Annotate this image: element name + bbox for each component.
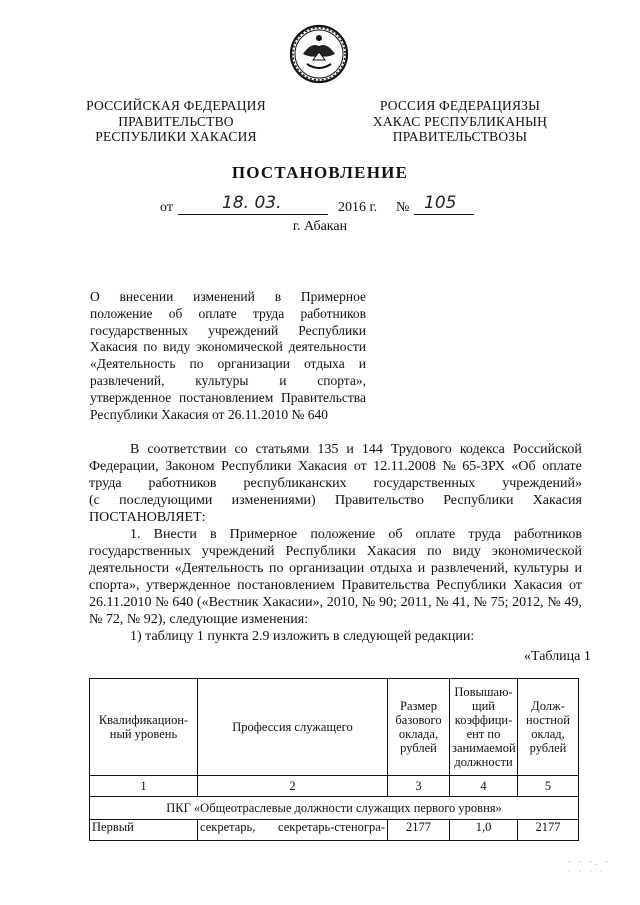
header-left xyxy=(78,98,274,145)
table-cell: Первый xyxy=(90,820,198,841)
subject-line: Республики Хакасия от 26.11.2010 № 640 xyxy=(90,406,328,422)
body-line: Федерации, Законом Республики Хакасия от 12.11.2008 № 65-ЗРХ «Об оплате xyxy=(89,459,582,474)
header-right-line: ПРАВИТЕЛЬСТВОЗЫ xyxy=(392,129,528,144)
body-line: 1) таблицу 1 пункта 2.9 изложить в следующей редакции: xyxy=(130,629,475,644)
body-line: 1. Внести в Примерное положение об оплате труда работников xyxy=(130,527,582,542)
table-number-row xyxy=(90,776,579,797)
table-label: «Таблица 1 xyxy=(524,649,591,664)
table-cell: 2 xyxy=(198,776,388,797)
table-header-cell: Повышаю- щий коэффици- ент по занимаемой должности xyxy=(450,679,518,776)
handwritten-date: 18. 03. xyxy=(222,193,282,213)
body-line: № 72, № 92), следующие изменения: xyxy=(89,612,309,627)
table-cell: 5 xyxy=(518,776,579,797)
date-prefix: от xyxy=(160,200,173,215)
document-title: ПОСТАНОВЛЕНИЕ xyxy=(231,163,409,182)
subject-line: развлечений, культуры и спорта», xyxy=(90,372,366,388)
subject-line: положение об оплате труда работников xyxy=(90,305,366,321)
republic-emblem-icon xyxy=(289,24,349,84)
subject-line: «Деятельность по организации отдыха и xyxy=(90,356,366,372)
header-right xyxy=(362,98,558,145)
body-line: спорта», утвержденное постановлением Правительства Республики Хакасия от xyxy=(89,578,582,593)
scan-specks: · · ·. · · · · · xyxy=(568,858,611,876)
subject-line: Хакасия по виду экономической деятельности xyxy=(90,339,366,355)
table-group-cell: ПКГ «Общеотраслевые должности служащих первого уровня» xyxy=(90,797,579,820)
table-header-row xyxy=(90,679,579,776)
number-sign: № xyxy=(396,200,410,215)
header-left-line: ПРАВИТЕЛЬСТВО xyxy=(118,113,234,129)
table-cell: 4 xyxy=(450,776,518,797)
resolves-line: ПОСТАНОВЛЯЕТ: xyxy=(89,510,206,525)
subject-line: О внесении изменений в Примерное xyxy=(90,289,366,304)
table-row xyxy=(90,820,579,841)
table-header-cell: Долж- ностной оклад, рублей xyxy=(518,679,579,776)
table-header-cell: Квалификацион- ный уровень xyxy=(90,679,198,776)
table-cell: 2177 xyxy=(388,820,450,841)
header-right-line: ХАКАС РЕСПУБЛИКАНЫҢ xyxy=(372,113,548,129)
handwritten-number: 105 xyxy=(424,193,457,213)
body-line: (с последующими изменениями) Правительство Республики Хакасия xyxy=(89,493,582,508)
table-cell: 1,0 xyxy=(450,820,518,841)
body-line: государственных учреждений Республики Хакасия по виду экономической xyxy=(89,544,582,559)
year-text: 2016 г. xyxy=(338,200,378,215)
salary-table xyxy=(89,678,579,841)
document-subject xyxy=(90,289,366,423)
subject-line: государственных учреждений Республики xyxy=(90,322,366,338)
table-cell: 1 xyxy=(90,776,198,797)
header-right-line: РОССИЯ ФЕДЕРАЦИЯЗЫ xyxy=(379,98,541,113)
body-line: 26.11.2010 № 640 («Вестник Хакасии», 2010, № 90; 2011, № 41, № 75; 2012, № 49, xyxy=(89,595,582,610)
body-line: В соответствии со статьями 135 и 144 Трудового кодекса Российской xyxy=(130,442,582,457)
table-group-row xyxy=(90,797,579,820)
body-line: деятельности «Деятельность по организации отдыха и развлечений, культуры и xyxy=(89,561,582,576)
city: г. Абакан xyxy=(292,219,348,234)
header-left-line: РОССИЙСКАЯ ФЕДЕРАЦИЯ xyxy=(86,98,266,113)
table-cell: секретарь, секретарь-стеногра- xyxy=(198,820,388,841)
table-cell: 3 xyxy=(388,776,450,797)
table-header-cell: Профессия служащего xyxy=(198,679,388,776)
header-left-line: РЕСПУБЛИКИ ХАКАСИЯ xyxy=(95,129,257,144)
body-line: труда работников республиканских государственных учреждений» xyxy=(89,476,582,491)
subject-line: утвержденное постановлением Правительства xyxy=(90,389,366,405)
table-header-cell: Размер базового оклада, рублей xyxy=(388,679,450,776)
table-cell: 2177 xyxy=(518,820,579,841)
